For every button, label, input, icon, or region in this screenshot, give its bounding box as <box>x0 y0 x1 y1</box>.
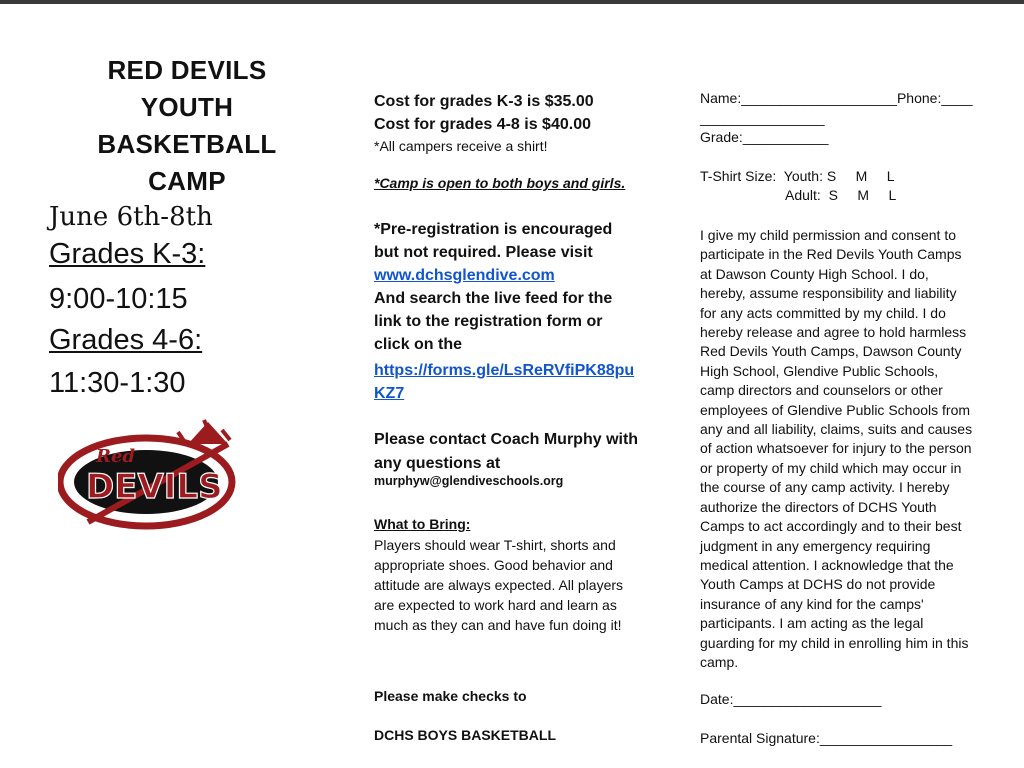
title-line-3: BASKETBALL <box>97 129 277 159</box>
open-note: *Camp is open to both boys and girls. <box>374 175 626 191</box>
consent-line: of action whatsoever for injury to the person <box>700 440 972 457</box>
grade-field: Grade:___________ <box>700 129 829 145</box>
flyer-page <box>2 4 1022 768</box>
grades-k3-label: Grades K-3: <box>49 238 206 270</box>
shirt-size-adult: Adult: S M L <box>785 187 897 203</box>
consent-line: employees of Glendive Public Schools from <box>700 401 971 418</box>
camp-title <box>62 52 312 200</box>
website-link[interactable]: www.dchsglendive.com <box>374 267 555 284</box>
consent-line: insurance of any kind for the camps' <box>700 595 924 612</box>
bring-line: much as they can and have fun doing it! <box>374 617 622 633</box>
title-line-1: RED DEVILS <box>107 55 267 85</box>
consent-line: authorize the directors of DCHS Youth <box>700 498 937 515</box>
bring-heading: What to Bring: <box>374 516 471 532</box>
registration-form-link-cont[interactable]: KZ7 <box>374 385 405 402</box>
bring-list <box>374 535 664 635</box>
search-line-3: click on the <box>374 336 463 353</box>
consent-line: any and all liability, claims, suits and causes <box>700 421 973 438</box>
bring-line: Players should wear T-shirt, shorts and <box>374 537 616 553</box>
checks-label: Please make checks to <box>374 688 527 704</box>
logo-main-text: DEVILS <box>86 467 223 507</box>
bring-line: attitude are always expected. All players <box>374 577 624 593</box>
camp-dates: June 6th-8th <box>49 202 213 232</box>
cost-k3: Cost for grades K-3 is $35.00 <box>374 93 594 110</box>
contact-line-2: any questions at <box>374 455 501 472</box>
consent-line: Youth Camps at DCHS do not provide <box>700 576 936 593</box>
consent-line: Red Devils Youth Camps, Dawson County <box>700 343 962 360</box>
consent-line: participate in the Red Devils Youth Camps <box>700 246 962 263</box>
red-devils-logo <box>58 414 248 534</box>
consent-line: camp. <box>700 653 739 670</box>
grades-46-label: Grades 4-6: <box>49 324 203 356</box>
consent-line: guarding for my child in enrolling him in this <box>700 634 969 651</box>
consent-line: the course of any camp activity. I hereby <box>700 479 950 496</box>
contact-line-1: Please contact Coach Murphy with <box>374 431 639 448</box>
prereg-line-1: *Pre-registration is encouraged <box>374 221 613 238</box>
name-phone-field: Name:____________________Phone:____ <box>700 90 973 106</box>
parental-signature-field: Parental Signature:_________________ <box>700 730 953 746</box>
shirt-size-youth: T-Shirt Size: Youth: S M L <box>700 168 895 184</box>
title-line-4: CAMP <box>148 166 226 196</box>
consent-line: at Dawson County High School. I do, <box>700 265 929 282</box>
checks-payee: DCHS BOYS BASKETBALL <box>374 727 557 743</box>
bring-line: are expected to work hard and learn as <box>374 597 617 613</box>
prereg-line-2: but not required. Please visit <box>374 244 593 261</box>
consent-line: participants. I am acting as the legal <box>700 615 924 632</box>
consent-line: medical attention. I acknowledge that the <box>700 556 954 573</box>
consent-line: hereby release and agree to hold harmless <box>700 324 967 341</box>
consent-line: for any acts committed by my child. I do <box>700 304 946 321</box>
date-field: Date:___________________ <box>700 691 882 707</box>
consent-line: hereby, assume responsibility and liability <box>700 285 957 302</box>
phone-field-cont: ________________ <box>700 110 825 126</box>
consent-line: judgment in any emergency requiring <box>700 537 931 554</box>
registration-form-link[interactable]: https://forms.gle/LsReRVfiPK88pu <box>374 362 635 379</box>
consent-line: or property of my child which may occur in <box>700 459 962 476</box>
search-line-1: And search the live feed for the <box>374 290 613 307</box>
grades-46-time: 11:30-1:30 <box>49 367 186 399</box>
coach-email: murphyw@glendiveschools.org <box>374 474 564 488</box>
consent-line: High School, Glendive Public Schools, <box>700 362 939 379</box>
consent-line: I give my child permission and consent to <box>700 227 957 243</box>
search-line-2: link to the registration form or <box>374 313 603 330</box>
consent-paragraph <box>700 226 990 672</box>
shirt-note: *All campers receive a shirt! <box>374 138 548 154</box>
consent-line: camp directors and counselors or other <box>700 382 943 399</box>
grades-k3-time: 9:00-10:15 <box>49 283 188 315</box>
cost-4-8: Cost for grades 4-8 is $40.00 <box>374 116 591 133</box>
consent-line: Camps to act accordingly and to their best <box>700 518 962 535</box>
title-line-2: YOUTH <box>140 92 234 122</box>
logo-script-text: Red <box>96 446 135 467</box>
bring-line: appropriate shoes. Good behavior and <box>374 557 613 573</box>
